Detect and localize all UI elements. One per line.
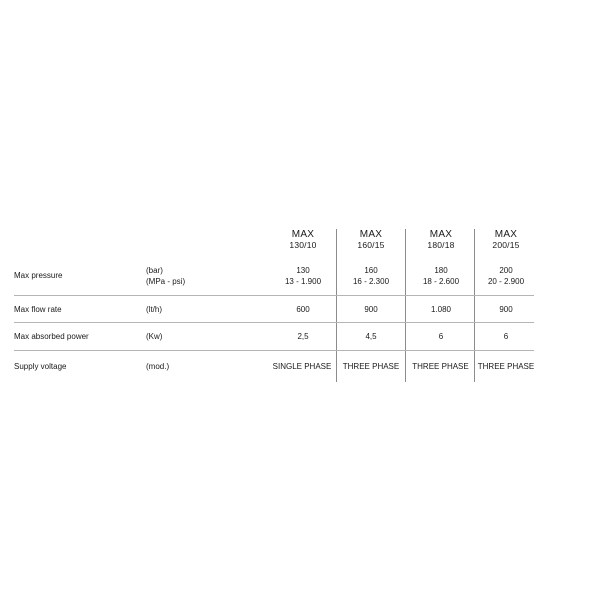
table-cell: 6 xyxy=(503,332,509,341)
column-header-name: MAX xyxy=(359,229,383,240)
table-cell: 180 xyxy=(434,266,448,275)
row-unit: (Kw) xyxy=(146,332,163,341)
table-cell: THREE PHASE xyxy=(477,362,535,371)
row-label-max-pressure: Max pressure xyxy=(14,271,63,280)
table-cell: 200 xyxy=(499,266,513,275)
column-divider xyxy=(405,229,406,382)
table-cell: 160 xyxy=(364,266,378,275)
column-header-code: 130/10 xyxy=(289,240,317,250)
table-cell: 600 xyxy=(296,305,310,314)
row-divider xyxy=(14,350,534,351)
table-cell: 20 - 2.900 xyxy=(487,277,525,286)
row-unit: (bar) xyxy=(146,266,163,275)
row-divider xyxy=(14,322,534,323)
column-header-name: MAX xyxy=(429,229,453,240)
table-cell: 4,5 xyxy=(365,332,377,341)
table-cell: 900 xyxy=(499,305,513,314)
row-divider xyxy=(14,295,534,296)
table-cell: 900 xyxy=(364,305,378,314)
column-header-name: MAX xyxy=(494,229,518,240)
column-header-180-18 xyxy=(407,229,475,251)
column-header-name: MAX xyxy=(291,229,315,240)
column-divider xyxy=(336,229,337,382)
table-cell: THREE PHASE xyxy=(342,362,400,371)
column-header-code: 180/18 xyxy=(427,240,455,250)
row-unit: (mod.) xyxy=(146,362,170,371)
table-cell: THREE PHASE xyxy=(412,362,469,371)
row-unit: (lt/h) xyxy=(146,305,162,314)
table-cell: 2,5 xyxy=(297,332,309,341)
table-cell: 13 - 1.900 xyxy=(284,277,322,286)
table-cell: 18 - 2.600 xyxy=(422,277,460,286)
column-header-130-10 xyxy=(272,229,334,251)
column-header-code: 200/15 xyxy=(492,240,520,250)
column-header-200-15 xyxy=(476,229,536,251)
row-unit: (MPa - psi) xyxy=(146,277,186,286)
row-label-supply-voltage: Supply voltage xyxy=(14,362,67,371)
column-header-160-15 xyxy=(338,229,404,251)
table-cell: 6 xyxy=(438,332,444,341)
table-cell: 1.080 xyxy=(430,305,452,314)
row-label-max-flow-rate: Max flow rate xyxy=(14,305,62,314)
table-cell: SINGLE PHASE xyxy=(272,362,332,371)
table-cell: 130 xyxy=(296,266,310,275)
table-cell: 16 - 2.300 xyxy=(352,277,390,286)
row-label-max-absorbed-power: Max absorbed power xyxy=(14,332,89,341)
column-header-code: 160/15 xyxy=(357,240,385,250)
